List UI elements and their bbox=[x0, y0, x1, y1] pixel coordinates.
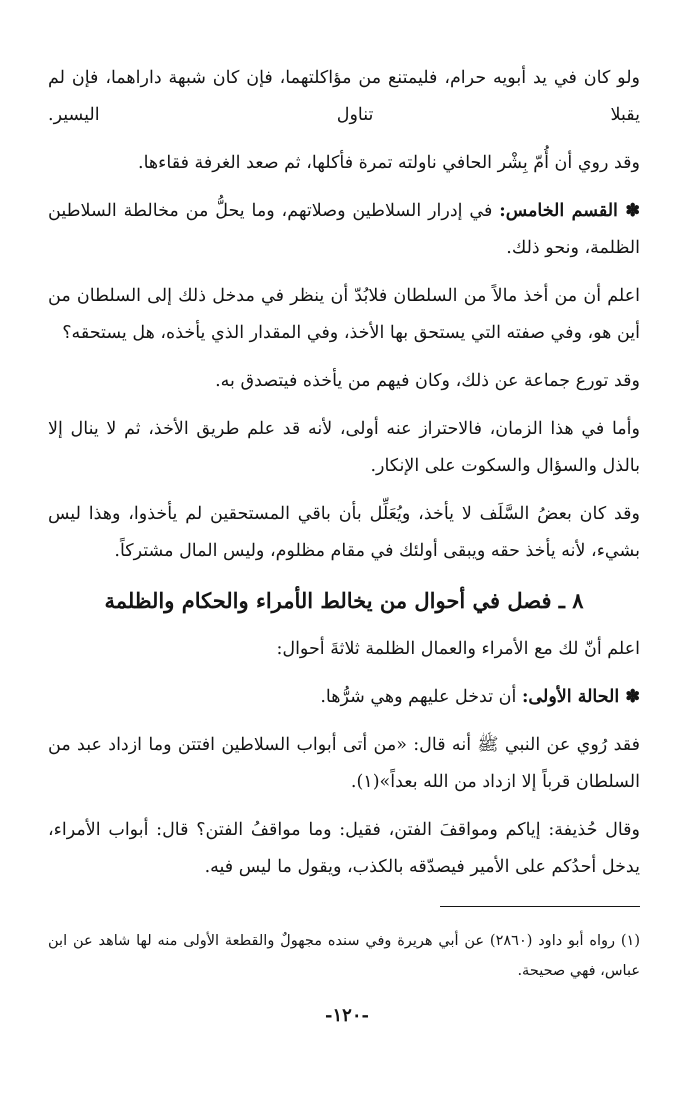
paragraph-text: أن تدخل عليهم وهي شرُّها. bbox=[320, 687, 522, 707]
paragraph-taking-money bbox=[48, 278, 640, 352]
paragraph-text: وقد روي أن أُمّ بِشْر الحافي ناولته تمرة فأكلها، ثم صعد الغرفة فقاءها. bbox=[138, 153, 640, 173]
paragraph-text: اعلم أنّ لك مع الأمراء والعمال الظلمة ثلاثةَ أحوال: bbox=[276, 639, 640, 659]
paragraph-hudhayfa bbox=[48, 812, 640, 886]
paragraph-abstaining bbox=[48, 363, 640, 400]
state-marker: ✽ الحالة الأولى: bbox=[521, 687, 640, 707]
paragraph-text: اعلم أن من أخذ مالاً من السلطان فلابُدّ أن ينظر في مدخل ذلك إلى السلطان من أين هو، وفي صفته التي يستحق بها الأخذ، وفي المقدار الذي يأخذه، هل يستحقه؟ bbox=[48, 286, 640, 343]
page-number: -١٢٠- bbox=[325, 1005, 369, 1026]
paragraph-fifth-section bbox=[48, 193, 640, 267]
paragraph-first-state bbox=[48, 679, 640, 716]
footnote-divider bbox=[440, 906, 640, 907]
paragraph-this-era bbox=[48, 411, 640, 485]
footnote: (١) رواه أبو داود (٢٨٦٠) عن أبي هريرة وفي سنده مجهولٌ والقطعة الأولى منه لها شاهد عن ابن عباس، فهي صحيحة. bbox=[48, 933, 640, 979]
paragraph-hadith bbox=[48, 727, 640, 801]
paragraph-text: ولو كان في يد أبويه حرام، فليمتنع من مؤاكلتهما، فإن كان شبهة داراهما، فإن لم يقبلا تناول اليسير. bbox=[48, 68, 640, 125]
paragraph-three-states bbox=[48, 631, 640, 668]
section-heading: ٨ ـ فصل في أحوال من يخالط الأمراء والحكام والظلمة bbox=[104, 588, 584, 613]
book-page bbox=[48, 60, 640, 979]
paragraph-text: وقال حُذيفة: إياكم ومواقفَ الفتن، فقيل: وما مواقفُ الفتن؟ قال: أبواب الأمراء، يدخل أحدُكم على الأمير فيصدّقه بالكذب، ويقول ما ليس فيه. bbox=[48, 820, 640, 877]
paragraph-text: وأما في هذا الزمان، فالاحتراز عنه أولى، لأنه قد علم طريق الأخذ، ثم لا ينال إلا بالذل والسؤال والسكوت على الإنكار. bbox=[48, 419, 640, 476]
paragraph-text: فقد رُوي عن النبي ﷺ أنه قال: «من أتى أبواب السلاطين افتتن وما ازداد عبد من السلطان قرباً إلا ازداد من الله بعداً»(١). bbox=[48, 735, 640, 792]
paragraph-text: وقد كان بعضُ السَّلَف لا يأخذ، ويُعَلِّل بأن باقي المستحقين لم يأخذوا، وهذا ليس بشيء، لأنه يأخذ حقه ويبقى أولئك في مقام مظلوم، وليس المال مشتركاً. bbox=[48, 504, 640, 561]
section-marker: ✽ القسم الخامس: bbox=[499, 201, 640, 221]
paragraph-text: وقد تورع جماعة عن ذلك، وكان فيهم من يأخذه فيتصدق به. bbox=[215, 371, 640, 391]
paragraph-text: في إدرار السلاطين وصلاتهم، وما يحلُّ من مخالطة السلاطين الظلمة، ونحو ذلك. bbox=[48, 201, 640, 258]
paragraph-umm-bishr bbox=[48, 145, 640, 182]
paragraph-salaf bbox=[48, 496, 640, 570]
paragraph-parents-haram bbox=[48, 60, 640, 134]
